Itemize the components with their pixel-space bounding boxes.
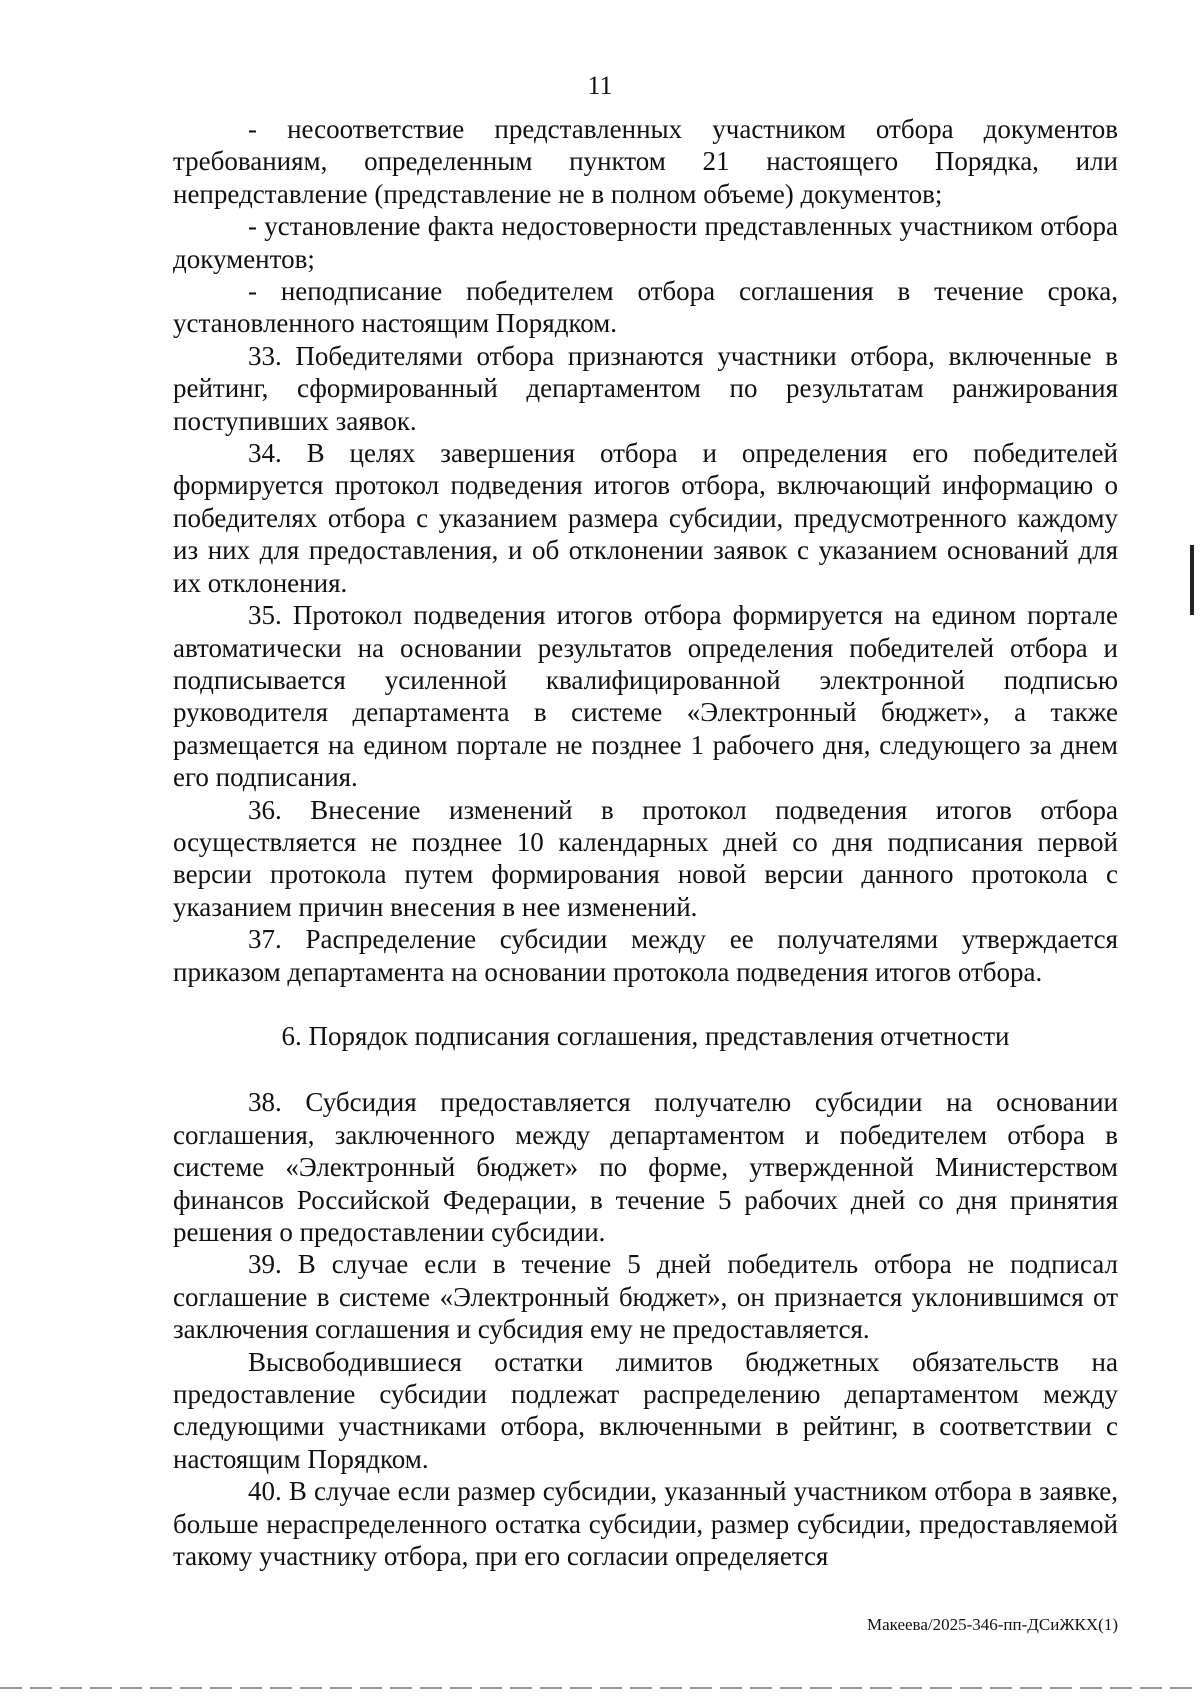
scan-edge-mark: [1190, 545, 1194, 615]
paragraph-36: 36. Внесение изменений в протокол подведения итогов отбора осуществляется не позднее 10 календарных дней со дня подписания первой версии протокола путем формирования новой версии данного протокола с указанием причин внесения в нее изменений.: [173, 794, 1118, 922]
document-body: [173, 113, 1118, 1572]
paragraph-dash-3: - неподписание победителем отбора соглашения в течение срока, установленного настоящим Порядком.: [173, 276, 1118, 339]
paragraph-40: 40. В случае если размер субсидии, указанный участником отбора в заявке, больше нераспределенного остатка субсидии, размер субсидии, предоставляемой такому участнику отбора, при его согласии определяется: [173, 1476, 1118, 1572]
paragraph-33: 33. Победителями отбора признаются участники отбора, включенные в рейтинг, сформированный департаментом по результатам ранжирования поступивших заявок.: [173, 340, 1118, 436]
footer-document-reference: Макеева/2025-346-пп-ДСиЖКХ(1): [866, 1615, 1118, 1634]
paragraph-37: 37. Распределение субсидии между ее получателями утверждается приказом департамента на основании протокола подведения итогов отбора.: [173, 924, 1118, 987]
paragraph-38: 38. Субсидия предоставляется получателю субсидии на основании соглашения, заключенного между департаментом и победителем отбора в системе «Электронный бюджет» по форме, утвержденной Министерством финансов Российской Федерации, в течение 5 рабочих дней со дня принятия решения о предоставлении субсидии.: [173, 1087, 1118, 1247]
section-heading: 6. Порядок подписания соглашения, представления отчетности: [281, 1020, 1010, 1051]
page-number: 11: [587, 71, 613, 100]
scan-bottom-line: [0, 1687, 1200, 1689]
paragraph-dash-1: - несоответствие представленных участником отбора документов требованиям, определенным пунктом 21 настоящего Порядка, или непредставление (представление не в полном объеме) документов;: [173, 114, 1118, 209]
paragraph-39: 39. В случае если в течение 5 дней победитель отбора не подписал соглашение в системе «Электронный бюджет», он признается уклонившимся от заключения соглашения и субсидия ему не предоставляется.: [173, 1249, 1118, 1345]
paragraph-dash-2: - установление факта недостоверности представленных участником отбора документов;: [173, 211, 1118, 274]
paragraph-34: 34. В целях завершения отбора и определения его победителей формируется протокол подведения итогов отбора, включающий информацию о победителях отбора с указанием размера субсидии, предусмотренного каждому из них для предоставления, и об отклонении заявок с указанием оснований для их отклонения.: [173, 438, 1118, 598]
paragraph-residuals: Высвободившиеся остатки лимитов бюджетных обязательств на предоставление субсидии подлежат распределению департаментом между следующими участниками отбора, включенными в рейтинг, в соответствии с настоящим Порядком.: [173, 1346, 1118, 1474]
paragraph-35: 35. Протокол подведения итогов отбора формируется на едином портале автоматически на основании результатов определения победителей отбора и подписывается усиленной квалифицированной электронной подписью руководителя департамента в системе «Электронный бюджет», а также размещается на едином портале не позднее 1 рабочего дня, следующего за днем его подписания.: [173, 600, 1118, 793]
